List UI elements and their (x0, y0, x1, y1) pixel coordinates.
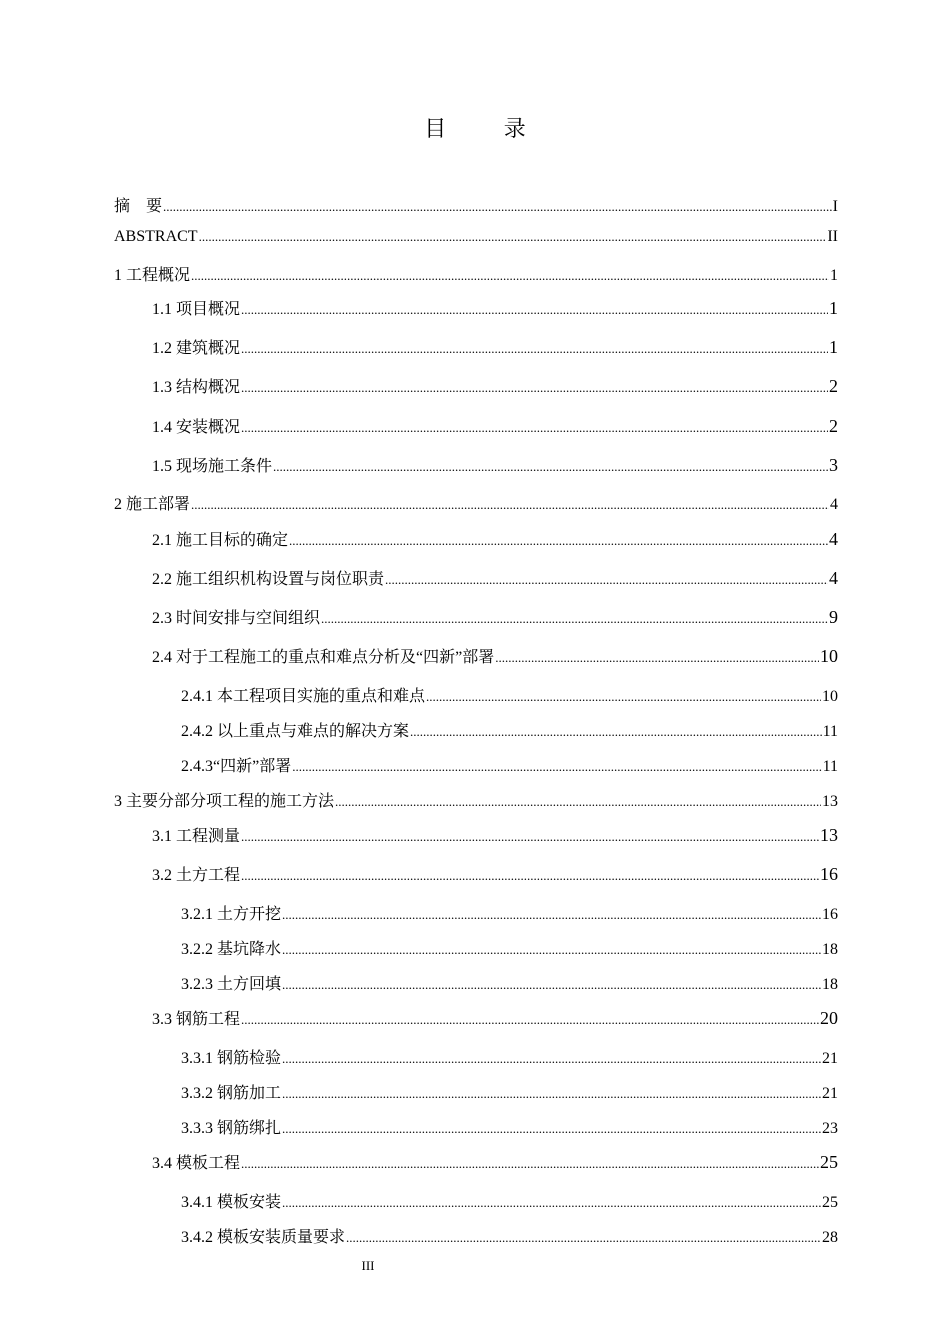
toc-entry-label: 3.3.2 钢筋加工 (181, 1085, 282, 1102)
toc-entry-page: 1 (829, 337, 838, 357)
toc-entry-label: 2.1 施工目标的确定 (152, 532, 289, 549)
toc-entry-label: 3.2.3 土方回填 (181, 976, 282, 993)
toc-leader (282, 907, 821, 923)
toc-leader (241, 829, 819, 845)
page-title: 目 录 (424, 116, 552, 141)
toc-entry-label: 1.1 项目概况 (152, 301, 241, 318)
toc-entry[interactable] (181, 718, 838, 741)
toc-entry-page: 2 (829, 376, 838, 396)
toc-entry[interactable] (152, 862, 838, 885)
toc-leader (273, 459, 828, 475)
toc-entry-page: 25 (822, 1194, 838, 1211)
toc-entry[interactable] (152, 527, 838, 550)
toc-entry-page: 20 (820, 1008, 838, 1028)
toc-entry-label: 2.4.2 以上重点与难点的解决方案 (181, 723, 410, 740)
toc-entry[interactable] (152, 1150, 838, 1173)
toc-entry[interactable] (181, 1115, 838, 1138)
toc-entry-label: 3.2.2 基坑降水 (181, 941, 282, 958)
toc-leader (282, 1195, 821, 1211)
toc-entry-page: 9 (829, 607, 838, 627)
toc-leader (346, 1230, 821, 1246)
toc-entry-label: 2 施工部署 (114, 496, 191, 513)
toc-entry-label: 2.4 对于工程施工的重点和难点分析及“四新”部署 (152, 649, 495, 666)
toc-leader (163, 199, 832, 215)
toc-leader (289, 533, 828, 549)
toc-entry-label: 2.3 时间安排与空间组织 (152, 610, 321, 627)
toc-entry-page: 23 (822, 1120, 838, 1137)
toc-entry-page: 1 (829, 298, 838, 318)
toc-entry[interactable] (181, 1224, 838, 1247)
toc-entry[interactable] (181, 971, 838, 994)
toc-leader (426, 689, 821, 705)
toc-entry-label: 3.4 模板工程 (152, 1155, 241, 1172)
toc-entry-page: 4 (829, 568, 838, 588)
toc-leader (241, 302, 828, 318)
toc-entry[interactable] (181, 936, 838, 959)
toc-entry[interactable] (181, 683, 838, 706)
toc-entry-page: 11 (822, 723, 838, 740)
toc-entry-label: 3.3.3 钢筋绑扎 (181, 1120, 282, 1137)
toc-leader (282, 942, 821, 958)
toc-leader (282, 1121, 821, 1137)
toc-entry-page: 11 (822, 758, 838, 775)
toc-entry-label: 3.1 工程测量 (152, 828, 241, 845)
toc-leader (191, 497, 829, 513)
toc-leader (241, 420, 828, 436)
toc-leader (241, 1156, 819, 1172)
toc-leader (282, 1051, 821, 1067)
toc-entry-page: 28 (822, 1229, 838, 1246)
toc-entry-label: 2.4.1 本工程项目实施的重点和难点 (181, 688, 426, 705)
toc-entry-page: 21 (822, 1085, 838, 1102)
toc-entry-page: 21 (822, 1050, 838, 1067)
toc-entry[interactable] (152, 374, 838, 397)
toc-entry-page: 3 (829, 455, 838, 475)
toc-entry-label: 2.2 施工组织机构设置与岗位职责 (152, 571, 385, 588)
toc-entry[interactable] (181, 1189, 838, 1212)
toc-entry-label: 3.4.2 模板安装质量要求 (181, 1229, 346, 1246)
toc-leader (282, 1086, 821, 1102)
toc-entry-page: 1 (830, 267, 838, 284)
toc-entry[interactable] (152, 566, 838, 589)
toc-entry-label: 1.2 建筑概况 (152, 340, 241, 357)
toc-entry-label: 3.4.1 模板安装 (181, 1194, 282, 1211)
page-number: III (361, 1258, 375, 1273)
toc-leader (385, 572, 828, 588)
toc-entry-label: 1.5 现场施工条件 (152, 458, 273, 475)
toc-entry-label: 1.3 结构概况 (152, 379, 241, 396)
toc-entry[interactable] (114, 262, 838, 285)
toc-entry-page: 16 (820, 864, 838, 884)
toc-entry-label: 1.4 安装概况 (152, 419, 241, 436)
toc-entry-label: 3 主要分部分项工程的施工方法 (114, 793, 335, 810)
toc-leader (335, 794, 821, 810)
toc-entry[interactable] (181, 753, 838, 776)
toc-entry[interactable] (114, 788, 838, 811)
toc-entry-page: 4 (829, 529, 838, 549)
toc-entry-label: 3.2.1 土方开挖 (181, 906, 282, 923)
toc-entry-label: 2.4.3“四新”部署 (181, 758, 292, 775)
toc-entry[interactable] (114, 193, 838, 216)
toc-entry-page: 10 (820, 646, 838, 666)
toc-entry-label: 摘 要 (114, 198, 163, 215)
toc-entry[interactable] (152, 453, 838, 476)
toc-entry-page: 10 (822, 688, 838, 705)
toc-entry-page: 2 (829, 416, 838, 436)
toc-leader (241, 1012, 819, 1028)
toc-entry-label: 3.3 钢筋工程 (152, 1011, 241, 1028)
toc-entry-label: 3.2 土方工程 (152, 867, 241, 884)
toc-entry-label: ABSTRACT (114, 228, 198, 245)
toc-entry-page: 25 (820, 1152, 838, 1172)
toc-entry[interactable] (181, 1045, 838, 1068)
toc-leader (241, 868, 819, 884)
toc-entry[interactable] (152, 1006, 838, 1029)
toc-entry-page: I (832, 198, 838, 215)
toc-entry[interactable] (152, 644, 838, 667)
toc-leader (292, 759, 821, 775)
toc-entry-page: 18 (822, 976, 838, 993)
toc-entry-page: 16 (822, 906, 838, 923)
toc-entry-page: 13 (820, 825, 838, 845)
toc-leader (199, 229, 827, 245)
toc-leader (241, 380, 828, 396)
toc-leader (241, 341, 828, 357)
toc-entry[interactable] (152, 335, 838, 358)
toc-entry-page: 18 (822, 941, 838, 958)
toc-leader (282, 977, 821, 993)
toc-entry-page: II (827, 228, 838, 245)
toc-entry[interactable] (152, 296, 838, 319)
toc-entry[interactable] (152, 414, 838, 437)
toc-entry[interactable] (181, 901, 838, 924)
toc-leader (191, 268, 829, 284)
toc-entry-label: 1 工程概况 (114, 267, 191, 284)
toc-leader (410, 724, 822, 740)
toc-leader (321, 611, 828, 627)
toc-entry-page: 4 (830, 496, 838, 513)
toc-entry-page: 13 (822, 793, 838, 810)
toc-leader (495, 650, 819, 666)
toc-entry[interactable] (181, 1080, 838, 1103)
toc-entry[interactable] (152, 605, 838, 628)
toc-entry[interactable] (114, 491, 838, 514)
toc-entry[interactable] (114, 228, 838, 246)
toc-entry-label: 3.3.1 钢筋检验 (181, 1050, 282, 1067)
toc-entry[interactable] (152, 823, 838, 846)
